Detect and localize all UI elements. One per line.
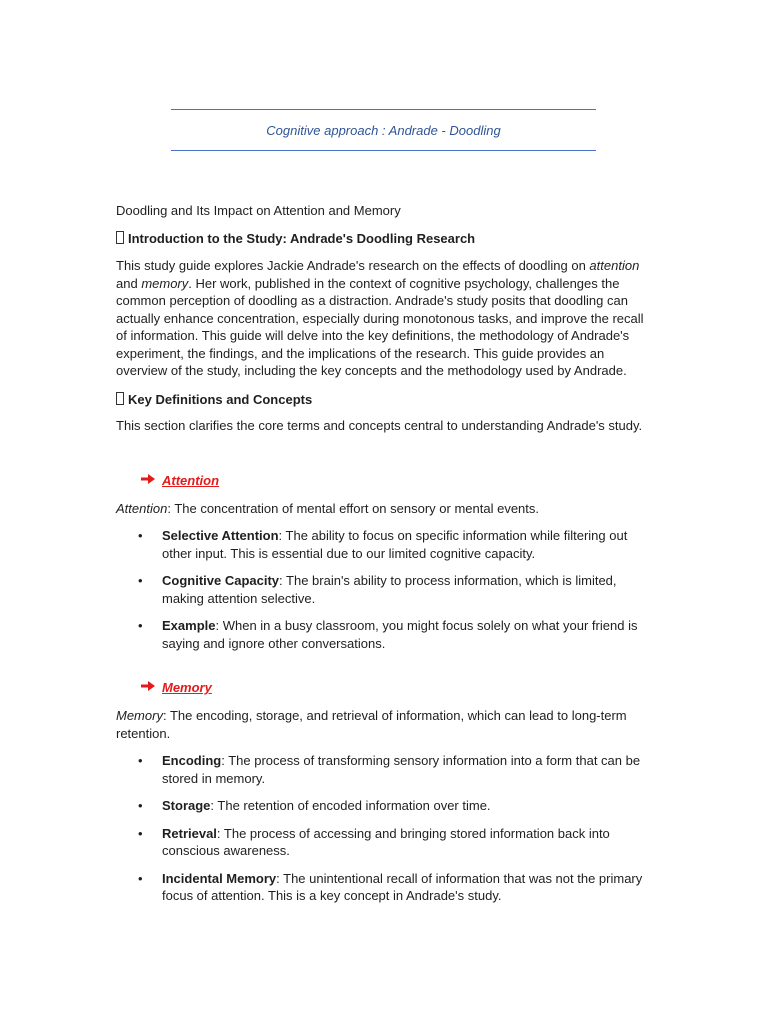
title-bottom-rule	[171, 150, 596, 151]
bullet-text: : The retention of encoded information over time.	[210, 798, 491, 813]
intro-text-and: and	[116, 275, 142, 291]
bullet-icon: •	[138, 870, 143, 886]
bullet-text: : The brain's ability to process information, which is limited, making attention selective.	[162, 573, 617, 606]
document-heading: Doodling and Its Impact on Attention and Memory	[116, 203, 401, 218]
list-item	[116, 527, 656, 562]
bullet-icon: •	[138, 618, 143, 633]
memory-definition	[116, 707, 656, 742]
page-title: Cognitive approach : Andrade - Doodling	[266, 123, 501, 138]
intro-text-rest: . Her work, published in the context of cognitive psychology, challenges the common perception of doodling as a distraction. Andrade's study posits that doodling can actually enhance concentration, especially during monotonous tasks, and improve the recall of information. This guide will delve into the key definitions, the methodology of Andrade's experiment, the findings, and the implications of the research. This guide provides an overview of the study, including the key concepts and the methodology used by Andrade.	[116, 275, 644, 378]
checkbox-glyph-icon	[116, 392, 124, 405]
bullet-icon: •	[138, 753, 143, 768]
bullet-text: : When in a busy classroom, you might focus solely on what your friend is saying and ignore other conversations.	[162, 618, 638, 651]
arrow-right-icon	[140, 679, 158, 697]
definitions-heading-text: Key Definitions and Concepts	[128, 392, 313, 407]
intro-term-attention: attention	[589, 258, 640, 273]
list-item	[116, 752, 656, 787]
bullet-term: Incidental Memory	[162, 870, 277, 886]
attention-def-term: Attention	[116, 501, 168, 516]
definitions-text: This section clarifies the core terms and concepts central to understanding Andrade's study.	[116, 418, 643, 433]
arrow-right-icon	[140, 472, 158, 490]
bullet-term: Cognitive Capacity	[162, 573, 280, 588]
bullet-term: Encoding	[162, 753, 222, 768]
attention-label: Attention	[162, 473, 220, 488]
list-item	[116, 617, 656, 652]
list-item	[116, 797, 656, 815]
bullet-term: Example	[162, 618, 216, 633]
memory-list	[116, 752, 656, 915]
bullet-icon: •	[138, 573, 143, 588]
bullet-icon: •	[138, 528, 143, 543]
list-item	[116, 825, 656, 860]
intro-heading	[116, 230, 475, 248]
intro-paragraph	[116, 257, 656, 380]
memory-def-text: : The encoding, storage, and retrieval of information, which can lead to long-term retention.	[116, 708, 627, 741]
bullet-text: : The process of accessing and bringing stored information back into conscious awareness.	[162, 825, 610, 858]
bullet-text: : The unintentional recall of information that was not the primary focus of attention. This is a key concept in Andrade's study.	[162, 870, 643, 903]
definitions-heading	[116, 391, 312, 409]
checkbox-glyph-icon	[116, 231, 124, 244]
intro-term-memory: memory	[141, 275, 189, 291]
attention-heading	[140, 472, 219, 490]
bullet-term: Selective Attention	[162, 528, 279, 543]
bullet-icon: •	[138, 798, 143, 813]
memory-def-term: Memory	[116, 708, 163, 723]
title-top-rule	[171, 109, 596, 110]
intro-heading-text: Introduction to the Study: Andrade's Doodling Research	[128, 231, 476, 246]
bullet-icon: •	[138, 825, 143, 841]
bullet-text: : The process of transforming sensory information into a form that can be stored in memory.	[162, 753, 641, 786]
list-item	[116, 572, 656, 607]
attention-def-text: : The concentration of mental effort on sensory or mental events.	[167, 501, 539, 516]
bullet-term: Storage	[162, 798, 211, 813]
memory-heading	[140, 679, 212, 697]
memory-label: Memory	[162, 680, 212, 695]
bullet-term: Retrieval	[162, 825, 217, 841]
attention-definition	[116, 500, 656, 518]
list-item	[116, 870, 656, 905]
intro-text-start: This study guide explores Jackie Andrade's research on the effects of doodling on	[116, 258, 590, 273]
bullet-text: : The ability to focus on specific information while filtering out other input. This is essential due to our limited cognitive capacity.	[162, 528, 628, 561]
attention-list	[116, 527, 656, 662]
